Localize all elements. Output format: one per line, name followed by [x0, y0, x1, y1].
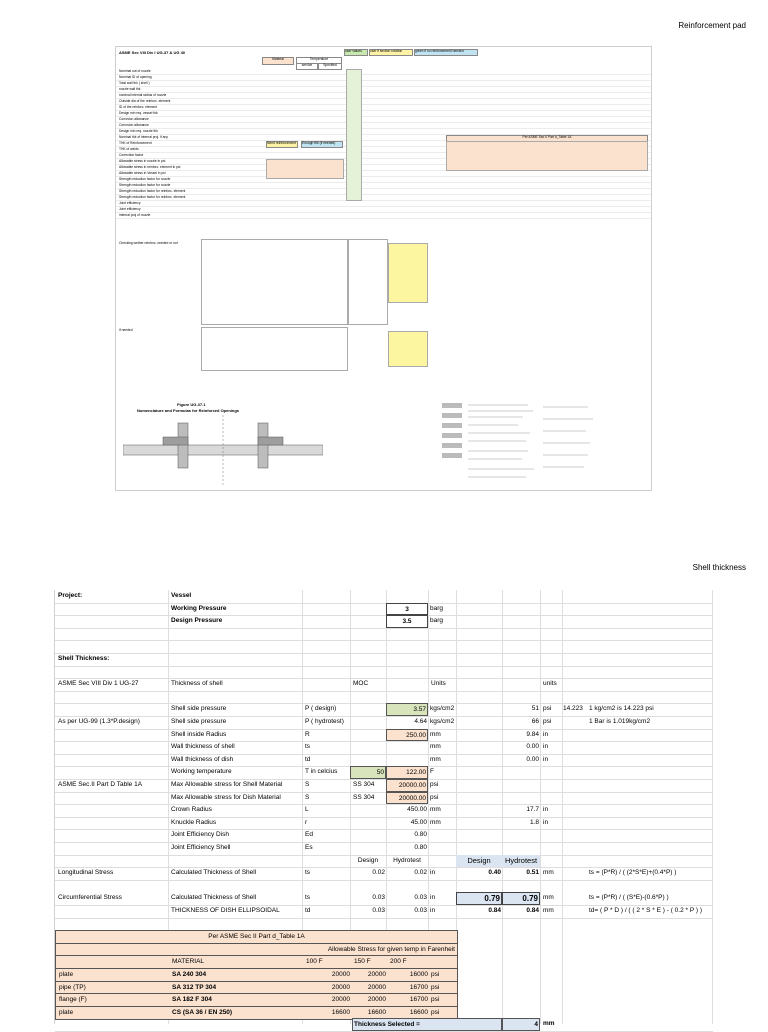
- parameter-value[interactable]: 20000.00: [386, 792, 428, 805]
- calc-hydrotest-in: 0.03: [414, 907, 427, 914]
- parameter-converted-unit: [542, 792, 544, 805]
- parameter-moc[interactable]: 50: [350, 766, 386, 779]
- reinforcement-pad-sheet: [115, 46, 652, 491]
- parameter-description: Crown Radius: [171, 806, 212, 814]
- parameter-converted-unit: [542, 829, 544, 842]
- design-pressure-label: Design Pressure: [171, 617, 223, 625]
- row-label: Design min req. nozzle thk: [119, 129, 158, 133]
- parameter-unit: [429, 829, 431, 842]
- parameter-row: [55, 716, 713, 730]
- calc-description: Calculated Thickness of Shell: [171, 894, 257, 902]
- calc-design-in: 0.03: [372, 894, 385, 902]
- enough-thk-box: [388, 331, 428, 367]
- calc-design-in: 0.03: [372, 907, 385, 914]
- parameter-value[interactable]: 122.00: [386, 766, 428, 779]
- parameter-moc: [352, 729, 354, 742]
- conversion-note: [588, 754, 590, 767]
- working-pressure-value[interactable]: 3: [386, 603, 428, 616]
- need-reinforcement-box: [388, 243, 428, 303]
- calc-row: [55, 867, 713, 881]
- parameter-unit: kgs/cm2: [430, 705, 455, 713]
- parameter-converted-unit: psi: [543, 705, 552, 713]
- parameter-symbol: ts: [305, 743, 311, 751]
- parameter-moc: [352, 817, 354, 830]
- need-reinforcement-chip: Need reinforcement: [266, 141, 298, 148]
- nozzle-diagram: [123, 415, 323, 485]
- calc-stress-type: Longitudinal Stress: [58, 869, 114, 877]
- parameter-converted: 0.00: [526, 755, 539, 763]
- parameter-reference: [57, 741, 59, 754]
- calc-hydrotest-mm: 0.84: [526, 907, 539, 914]
- parameter-symbol: R: [305, 730, 310, 738]
- parameter-reference: ASME Sec.II Part D Table 1A: [58, 781, 143, 788]
- parameter-description: Working temperature: [171, 768, 232, 776]
- legend-no-reinforcement: green if no reinforcement needed: [414, 49, 478, 56]
- calc-stress-type: Circumferential Stress: [58, 894, 122, 902]
- conversion-note: [588, 804, 590, 817]
- parameter-value[interactable]: 250.00: [386, 729, 428, 742]
- material-grade: SA 240 304: [172, 971, 207, 978]
- parameter-unit: mm: [430, 730, 441, 738]
- parameter-value: 4.64: [414, 718, 427, 725]
- row-label: Strength reduction factor for nozzle: [119, 177, 171, 181]
- parameter-row: [55, 754, 713, 768]
- parameter-symbol: Ed: [305, 831, 313, 839]
- specified-header: Specified: [318, 63, 342, 70]
- parameter-reference: [57, 754, 59, 767]
- stress-100f: 16600: [331, 1008, 350, 1016]
- stress-100f: 20000: [331, 971, 350, 978]
- stress-unit: psi: [431, 1008, 440, 1016]
- moc-header: MOC: [353, 680, 369, 688]
- parameter-converted-unit: in: [543, 806, 549, 814]
- calc-formula: ts = (P*R) / ( (2*S*E)+(0.4*P) ): [589, 869, 677, 877]
- row-label: Allowable stress in Vessel in psi: [119, 171, 166, 175]
- stress-150f: 16600: [367, 1008, 386, 1016]
- thickness-of-shell: Thickness of shell: [171, 680, 223, 688]
- parameter-converted-unit: psi: [543, 718, 552, 725]
- parameter-converted-unit: in: [543, 755, 549, 763]
- stress-unit: psi: [431, 971, 440, 978]
- parameter-converted: 17.7: [526, 806, 539, 814]
- allowable-table-title: Per ASME Sec II Part d_Table 1A: [446, 135, 648, 142]
- parameter-symbol: P ( design): [305, 705, 337, 713]
- parameter-reference: [57, 804, 59, 817]
- parameter-reference: [57, 766, 59, 779]
- row-label: nominal internal radius of nozzle: [119, 93, 167, 97]
- parameter-moc: [352, 703, 354, 716]
- parameter-symbol: S: [305, 793, 310, 801]
- parameter-symbol: S: [305, 781, 310, 788]
- parameter-moc: [352, 741, 354, 754]
- row-label: Strength reduction factor for reinforc. element: [119, 195, 186, 199]
- parameter-value: [386, 754, 428, 767]
- parameter-description: Shell side pressure: [171, 718, 227, 725]
- calc-design-mm: 0.84: [488, 907, 501, 914]
- material-form: flange (F): [59, 996, 87, 1004]
- parameter-converted: [502, 766, 540, 779]
- calc-hydrotest-mm: 0.79: [502, 892, 540, 905]
- calc-header-row: [55, 855, 713, 869]
- conversion-note: [588, 779, 590, 792]
- parameter-value[interactable]: 3.57: [386, 703, 428, 716]
- enough-thk-chip: Enough thk (if needed): [301, 141, 343, 148]
- parameter-reference: [57, 829, 59, 842]
- parameter-moc: SS 304: [353, 781, 375, 788]
- material-header-2: MATERIAL: [172, 958, 205, 966]
- parameter-symbol: L: [305, 806, 309, 814]
- sheet1-title: ASME Sec VIII Div I UG-37 & UG 40: [119, 50, 186, 55]
- parameter-unit: kgs/cm2: [430, 718, 455, 725]
- if-needed-formula-block: [201, 327, 348, 371]
- stress-200f: 16700: [409, 983, 428, 991]
- parameter-converted-unit: in: [543, 730, 549, 738]
- conversion-factor: [562, 817, 564, 830]
- conversion-factor: [562, 792, 564, 805]
- parameter-value: 45.00: [410, 818, 427, 826]
- conversion-factor: 14.223: [563, 705, 583, 713]
- shell-thickness-heading: Shell Thickness:: [58, 655, 110, 662]
- hydrotest-mm-header: Hydrotest: [502, 855, 540, 868]
- conversion-factor: [562, 779, 564, 792]
- row-label: THK of Reinforcement: [119, 141, 152, 145]
- calc-hydrotest-in: 0.03: [414, 894, 427, 902]
- calc-design-mm: 0.40: [488, 869, 501, 877]
- row-label: Nominal ID of opening: [119, 75, 152, 79]
- hydrotest-header: Hydrotest: [393, 856, 421, 864]
- parameter-value: 0.80: [414, 844, 427, 851]
- parameter-row: [55, 741, 713, 755]
- row-label: Joint efficiency: [119, 201, 141, 205]
- row-label: internal proj of nozzle: [119, 213, 151, 217]
- design-pressure-unit: barg: [430, 617, 444, 625]
- calc-row: [55, 892, 713, 906]
- parameter-moc: [352, 716, 354, 729]
- check-formula-block: [201, 239, 348, 325]
- parameter-symbol: T in celcius: [305, 768, 338, 776]
- parameter-moc: [352, 829, 354, 842]
- shell-thickness-sheet: [0, 580, 768, 1029]
- calc-stress-type: [57, 905, 59, 918]
- parameter-unit: psi: [430, 781, 439, 788]
- design-mm-header: Design: [456, 855, 502, 868]
- parameter-moc: [352, 754, 354, 767]
- if-needed-label: if needed: [119, 328, 133, 332]
- parameter-converted-unit: [542, 766, 544, 779]
- service-header: service: [296, 63, 318, 70]
- stress-100f: 20000: [331, 996, 350, 1004]
- parameter-unit: mm: [430, 806, 441, 814]
- shell-thickness-heading-row: [55, 653, 713, 667]
- material-form: plate: [59, 971, 74, 978]
- parameter-unit: mm: [430, 818, 441, 826]
- parameter-converted-unit: [542, 779, 544, 792]
- row-label: Corrosion allowance: [119, 123, 149, 127]
- conversion-factor: [562, 741, 564, 754]
- project-label: Project:: [58, 592, 83, 599]
- conversion-factor: [562, 729, 564, 742]
- calc-symbol: ts: [305, 869, 311, 877]
- calc-hydrotest-in: 0.02: [414, 869, 427, 877]
- calc-unit-mm: mm: [543, 869, 554, 877]
- calc-symbol: ts: [305, 894, 311, 902]
- material-grade: SA 312 TP 304: [172, 983, 217, 991]
- temp-100-header: 100 F: [306, 958, 323, 966]
- material-form: plate: [59, 1008, 74, 1016]
- figure-title: Figure UG-37.1: [177, 402, 206, 407]
- parameter-row: [55, 829, 713, 843]
- parameter-converted: 9.84: [526, 730, 539, 738]
- check-label: Checking wether reinforc. needed or not: [119, 241, 178, 245]
- conversion-note: [588, 792, 590, 805]
- stress-unit: psi: [431, 983, 440, 991]
- row-label: Design min req. vessel thk: [119, 111, 158, 115]
- parameter-description: Joint Efficiency Shell: [171, 844, 231, 851]
- parameter-converted: 1.8: [529, 818, 539, 826]
- parameter-converted: 66: [531, 718, 539, 725]
- thickness-selected-label: Thickness Selected =: [352, 1018, 502, 1031]
- reinforcement-pad-label: Reinforcement pad: [678, 21, 746, 30]
- stress-200f: 16000: [409, 971, 428, 978]
- working-pressure-unit: barg: [430, 604, 444, 612]
- figure-ug-37-1: [117, 397, 433, 487]
- temp-150-header: 150 F: [354, 958, 371, 966]
- parameter-symbol: Es: [305, 844, 313, 851]
- conversion-note: [588, 729, 590, 742]
- calc-unit-in: in: [430, 869, 436, 877]
- stress-150f: 20000: [367, 971, 386, 978]
- temp-200-header: 200 F: [390, 958, 407, 966]
- code-label: ASME Sec VIII Div 1 UG-27: [58, 680, 139, 688]
- stress-200f: 16600: [409, 1008, 428, 1016]
- parameter-symbol: r: [305, 818, 308, 826]
- conversion-note: [588, 842, 590, 855]
- parameter-reference: [57, 703, 59, 716]
- design-pressure-row: [55, 615, 713, 629]
- working-pressure-row: [55, 603, 713, 617]
- conversion-factor: [562, 804, 564, 817]
- conversion-note: [588, 829, 590, 842]
- calc-formula: ts = (P*R) / ( (S*E)-(0.6*P) ): [589, 894, 669, 902]
- calc-row: [55, 905, 713, 919]
- design-pressure-value[interactable]: 3.5: [386, 615, 428, 628]
- formula-lines: [438, 399, 600, 485]
- parameter-moc: SS 304: [353, 793, 375, 801]
- parameter-value: 450.00: [407, 806, 427, 814]
- row-label: ID of the reinforc. element: [119, 105, 157, 109]
- conversion-note: [588, 741, 590, 754]
- parameter-converted-unit: in: [543, 743, 549, 751]
- row-label: Correction factor: [119, 153, 144, 157]
- row-label: Nominal thk of internal proj. if any: [119, 135, 168, 139]
- parameter-row: [55, 842, 713, 856]
- shell-thickness-label: Shell thickness: [692, 563, 746, 572]
- parameter-description: Shell side pressure: [171, 705, 227, 713]
- row-label: Strength reduction factor for nozzle: [119, 183, 171, 187]
- material-grade: SA 182 F 304: [172, 996, 212, 1004]
- calc-symbol: td: [305, 907, 311, 914]
- parameter-unit: mm: [430, 743, 441, 751]
- figure-subtitle: Nomenclature and Formulas for Reinforced Openings: [137, 408, 240, 413]
- parameter-converted: [502, 792, 540, 805]
- parameter-converted-unit: in: [543, 818, 549, 826]
- stress-unit: psi: [431, 996, 440, 1004]
- parameter-unit: [429, 842, 431, 855]
- input-value-column: [346, 69, 362, 201]
- parameter-converted-unit: [542, 842, 544, 855]
- working-pressure-label: Working Pressure: [171, 604, 227, 612]
- allowable-table: [446, 141, 648, 171]
- parameter-unit: psi: [430, 793, 439, 801]
- thickness-selected-value[interactable]: 4: [502, 1018, 540, 1031]
- conversion-factor: [562, 766, 564, 779]
- parameter-converted: [502, 829, 540, 842]
- parameter-description: Wall thickness of shell: [171, 743, 235, 751]
- conversion-note: 1 kg/cm2 is 14.223 psi: [589, 705, 654, 713]
- parameter-value[interactable]: 20000.00: [386, 779, 428, 792]
- calc-unit-in: in: [430, 894, 436, 902]
- calc-design-in: 0.02: [372, 869, 385, 877]
- conversion-factor: [562, 842, 564, 855]
- calc-design-mm: 0.79: [456, 892, 502, 905]
- row-label: THK of welds: [119, 147, 139, 151]
- parameter-symbol: P ( hydrotest): [305, 718, 344, 725]
- parameter-reference: [57, 729, 59, 742]
- parameter-description: Knuckle Radius: [171, 818, 217, 826]
- material-grade: CS (SA 36 / EN 250): [172, 1008, 233, 1016]
- stress-150f: 20000: [367, 983, 386, 991]
- formula-sheet: [438, 399, 600, 485]
- thickness-selected-row: [55, 1018, 713, 1032]
- parameter-reference: [57, 792, 59, 805]
- parameter-unit: mm: [430, 755, 441, 763]
- parameter-description: Wall thickness of dish: [171, 755, 234, 763]
- parameter-description: Max Allowable stress for Dish Material: [171, 793, 281, 801]
- table-title: Per ASME Sec II Part d_Table 1A: [208, 933, 305, 941]
- material-form: pipe (TP): [59, 983, 86, 991]
- row-label: Strength reduction factor for reinforc. element: [119, 189, 186, 193]
- parameter-row: [55, 766, 713, 780]
- row-label: Allowable stress in nozzle in psi: [119, 159, 166, 163]
- row-label: Corrosion allowance: [119, 117, 149, 121]
- design-header: Design: [357, 856, 379, 864]
- legend-user-values: user values: [344, 49, 368, 56]
- parameter-converted: [502, 842, 540, 855]
- parameter-row: [55, 792, 713, 806]
- row-label: Joint efficiency: [119, 207, 141, 211]
- stress-100f: 20000: [331, 983, 350, 991]
- temperature-header: Temperature: [296, 57, 342, 64]
- row-label: Nominal out of nozzle: [119, 69, 151, 73]
- stress-150f: 20000: [367, 996, 386, 1004]
- parameter-converted: 51: [531, 705, 539, 713]
- project-value: Vessel: [171, 592, 192, 599]
- parameter-row: [55, 703, 713, 717]
- units-header: Units: [431, 680, 446, 688]
- row-label: Allowable stress in reinforc. element in psi: [119, 165, 181, 169]
- parameter-unit: F: [430, 768, 434, 776]
- calc-hydrotest-mm: 0.51: [526, 869, 539, 877]
- stress-200f: 16700: [409, 996, 428, 1004]
- calc-description: Calculated Thickness of Shell: [171, 869, 257, 877]
- parameter-reference: [57, 842, 59, 855]
- calc-formula: td= ( P * D ) / ( ( 2 * S * E ) - ( 0.2 * P ) ): [589, 907, 702, 914]
- check-results-column: [348, 239, 388, 325]
- parameter-converted: [502, 779, 540, 792]
- calc-unit-mm: mm: [543, 907, 554, 914]
- units-header-2: units: [543, 680, 557, 688]
- parameter-row: [55, 804, 713, 818]
- parameter-reference: [57, 817, 59, 830]
- table-subtitle: Allowable Stress for given temp in Farenheit: [327, 945, 455, 953]
- conversion-factor: [562, 754, 564, 767]
- parameter-row: [55, 817, 713, 831]
- calc-unit-mm: mm: [543, 894, 554, 902]
- calc-unit-in: in: [430, 907, 436, 914]
- conversion-note: 1 Bar is 1.019kg/cm2: [589, 718, 651, 725]
- parameter-value: 0.80: [414, 831, 427, 839]
- parameter-symbol: td: [305, 755, 311, 763]
- legend-section-rotation: user if section rotation: [369, 49, 413, 56]
- parameter-value: [386, 741, 428, 754]
- thickness-selected-unit: mm: [543, 1020, 555, 1028]
- conversion-note: [588, 817, 590, 830]
- calc-description: THICKNESS OF DISH ELLIPSOIDAL: [171, 907, 280, 914]
- parameter-description: Shell inside Radius: [171, 730, 227, 738]
- conversion-note: [588, 766, 590, 779]
- row-label: nozzle wall thk: [119, 87, 141, 91]
- parameter-row: [55, 729, 713, 743]
- conversion-factor: [562, 716, 564, 729]
- project-row: [55, 590, 713, 604]
- material-header: Material: [262, 57, 294, 65]
- parameter-converted: 0.00: [526, 743, 539, 751]
- parameter-description: Max Allowable stress for Shell Material: [171, 781, 283, 788]
- parameter-row: [55, 779, 713, 793]
- parameter-reference: As per UG-99 (1.3*P.design): [58, 718, 140, 725]
- row-label: Total wall thk ( shell ): [119, 81, 150, 85]
- code-row: [55, 678, 713, 692]
- material-stress-block: [266, 159, 344, 179]
- shell-grid: [54, 590, 713, 1029]
- parameter-moc: [352, 804, 354, 817]
- conversion-factor: [562, 829, 564, 842]
- row-label: Outside dia of the reinforc. element: [119, 99, 171, 103]
- parameter-description: Joint Efficiency Dish: [171, 831, 230, 839]
- parameter-moc: [352, 842, 354, 855]
